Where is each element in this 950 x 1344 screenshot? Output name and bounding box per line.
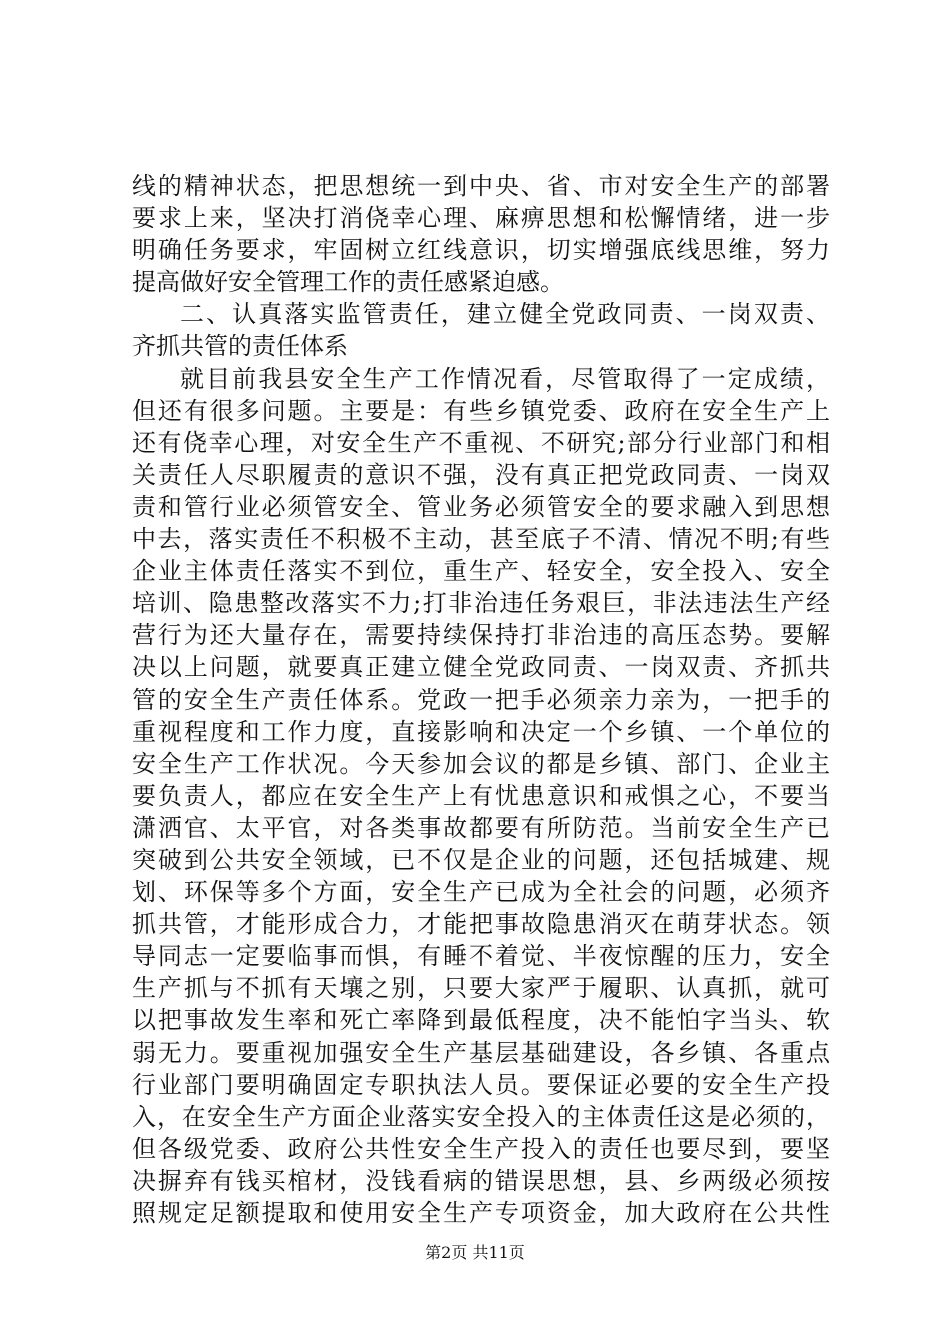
text-line: 入，在安全生产方面企业落实安全投入的主体责任这是必须的， [132,1102,830,1131]
text-line: 关责任人尽职履责的意识不强，没有真正把党政同责、一岗双 [132,460,830,489]
text-line: 提高做好安全管理工作的责任感紧迫感。 [132,268,564,297]
text-line: 还有侥幸心理，对安全生产不重视、不研究;部分行业部门和相 [132,428,830,457]
text-line: 就目前我县安全生产工作情况看，尽管取得了一定成绩， [180,364,830,393]
text-line: 导同志一定要临事而惧，有睡不着觉、半夜惊醒的压力，安全 [132,942,830,971]
text-line: 突破到公共安全领域，已不仅是企业的问题，还包括城建、规 [132,845,830,874]
text-line: 营行为还大量存在，需要持续保持打非治违的高压态势。要解 [132,621,830,650]
body-text [132,170,830,1229]
text-line: 决以上问题，就要真正建立健全党政同责、一岗双责、齐抓共 [132,653,830,682]
page-footer: 第2页 共11页 [425,1243,525,1262]
text-line: 安全生产工作状况。今天参加会议的都是乡镇、部门、企业主 [132,749,830,778]
text-line: 生产抓与不抓有天壤之别，只要大家严于履职、认真抓，就可 [132,974,830,1003]
text-line: 中去，落实责任不积极不主动，甚至底子不清、情况不明;有些 [132,525,830,554]
text-line: 潇洒官、太平官，对各类事故都要有所防范。当前安全生产已 [132,813,830,842]
text-line: 企业主体责任落实不到位，重生产、轻安全，安全投入、安全 [132,557,830,586]
text-line: 二、认真落实监管责任，建立健全党政同责、一岗双责、 [180,300,830,329]
text-line: 照规定足额提取和使用安全生产专项资金，加大政府在公共性 [132,1199,830,1227]
text-line: 明确任务要求，牢固树立红线意识，切实增强底线思维，努力 [132,236,830,265]
text-line: 抓共管，才能形成合力，才能把事故隐患消灭在萌芽状态。领 [132,910,830,939]
text-line: 要负责人，都应在安全生产上有忧患意识和戒惧之心，不要当 [132,781,830,810]
text-line: 重视程度和工作力度，直接影响和决定一个乡镇、一个单位的 [132,717,830,746]
text-line: 但各级党委、政府公共性安全生产投入的责任也要尽到，要坚 [132,1134,830,1163]
text-line: 责和管行业必须管安全、管业务必须管安全的要求融入到思想 [132,492,830,521]
text-line: 线的精神状态，把思想统一到中央、省、市对安全生产的部署 [132,172,830,200]
text-line: 培训、隐患整改落实不力;打非治违任务艰巨，非法违法生产经 [132,589,830,618]
text-line: 弱无力。要重视加强安全生产基层基础建设，各乡镇、各重点 [132,1038,830,1067]
text-line: 行业部门要明确固定专职执法人员。要保证必要的安全生产投 [132,1070,830,1099]
text-line: 以把事故发生率和死亡率降到最低程度，决不能怕字当头、软 [132,1006,830,1035]
text-line: 划、环保等多个方面，安全生产已成为全社会的问题，必须齐 [132,878,830,907]
text-line: 管的安全生产责任体系。党政一把手必须亲力亲为，一把手的 [132,685,830,714]
text-line: 但还有很多问题。主要是：有些乡镇党委、政府在安全生产上 [132,396,830,425]
text-line: 要求上来，坚决打消侥幸心理、麻痹思想和松懈情绪，进一步 [132,204,830,233]
text-line: 齐抓共管的责任体系 [132,332,348,361]
text-line: 决摒弃有钱买棺材，没钱看病的错误思想，县、乡两级必须按 [132,1166,830,1195]
